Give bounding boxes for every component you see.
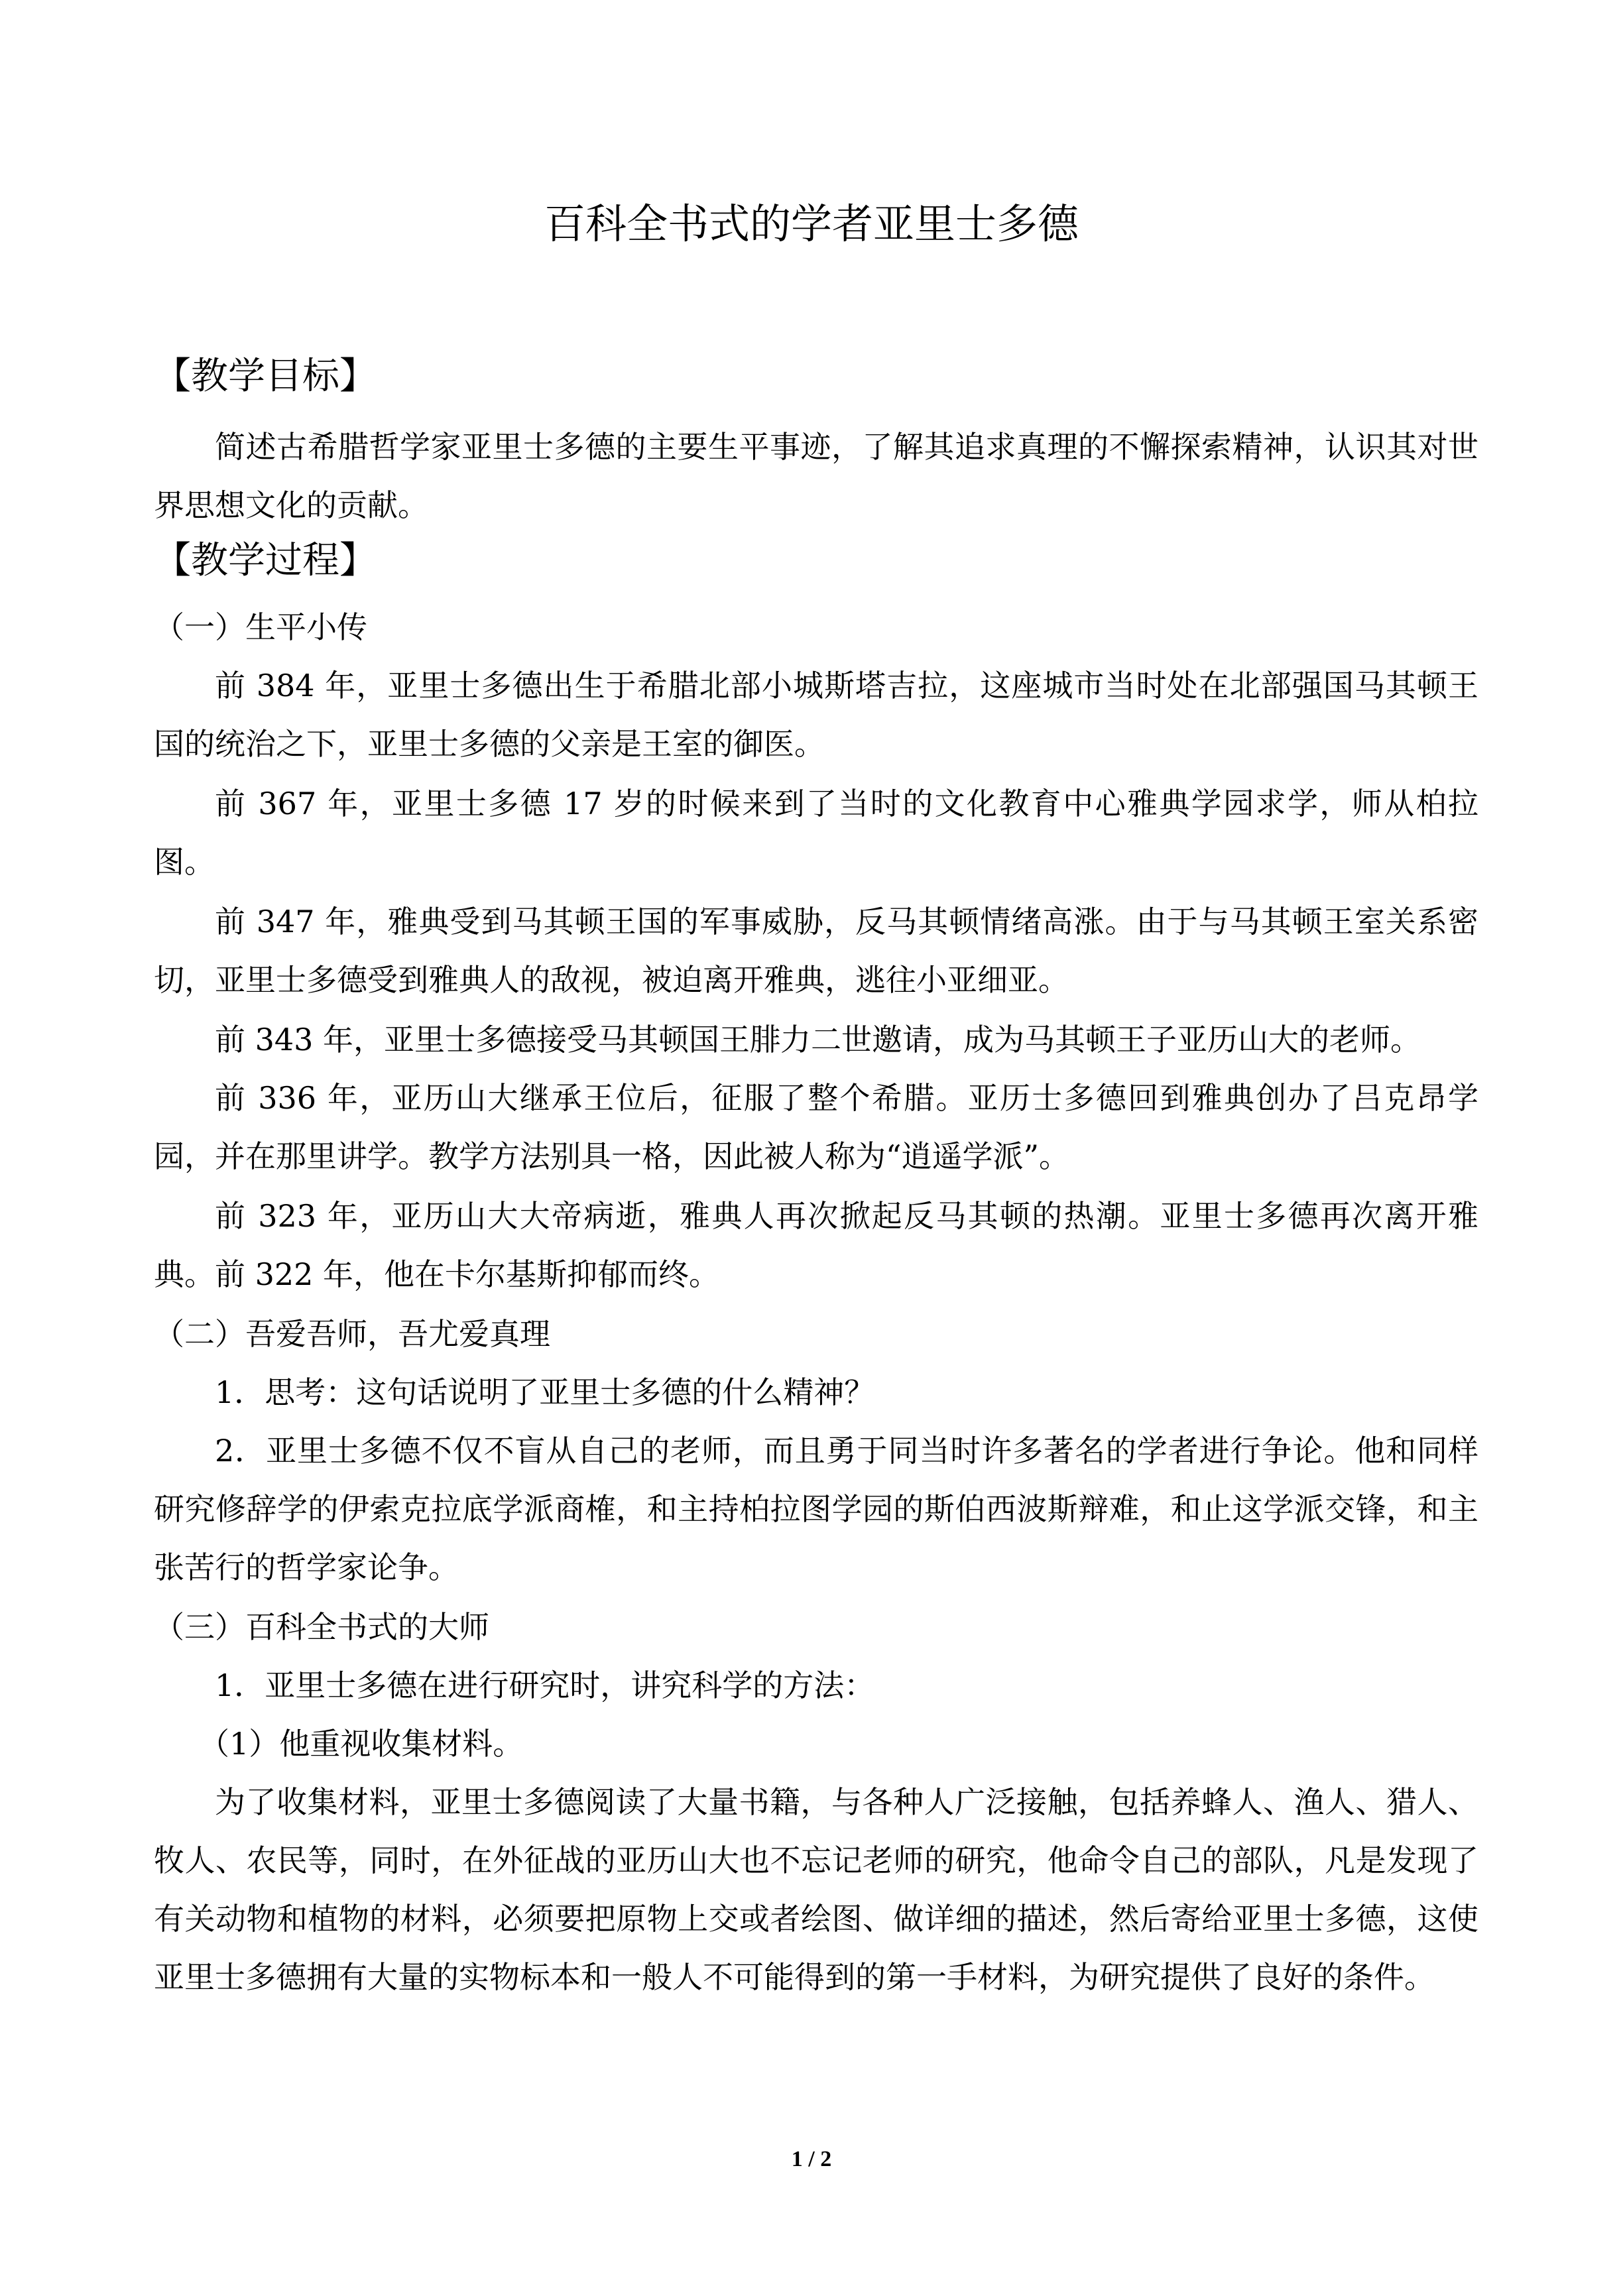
part2-heading: （二）吾爱吾师，吾尤爱真理 [154, 1316, 550, 1352]
part3-heading: （三）百科全书式的大师 [154, 1609, 489, 1645]
part3-paragraph: 为了收集材料，亚里士多德阅读了大量书籍，与各种人广泛接触，包括养蜂人、渔人、猎人、牧人、农民等，同时，在外征战的亚历山大也不忘记老师的研究，他命令自己的部队，凡是发现了有关动物和植物的材料，必须要把原物上交或者绘图、做详细的描述，然后寄给亚里士多德，这使亚里士多德拥有大量的实物标本和一般人不可能得到的第一手材料，为研究提供了良好的条件。 [154, 1784, 1478, 1995]
objectives-paragraph: 简述古希腊哲学家亚里士多德的主要生平事迹，了解其追求真理的不懈探索精神，认识其对世界思想文化的贡献。 [154, 429, 1478, 523]
part2-paragraph-2: 2．亚里士多德不仅不盲从自己的老师，而且勇于同当时许多著名的学者进行争论。他和同样研究修辞学的伊索克拉底学派商榷，和主持柏拉图学园的斯伯西波斯辩难，和止这学派交锋，和主张苦行的哲学家论争。 [154, 1433, 1478, 1585]
objectives-heading: 【教学目标】 [154, 355, 377, 398]
part1-paragraph-6: 前 323 年，亚历山大大帝病逝，雅典人再次掀起反马其顿的热潮。亚里士多德再次离开雅典。前 322 年，他在卡尔基斯抑郁而终。 [154, 1198, 1478, 1292]
part1-paragraph-4: 前 343 年，亚里士多德接受马其顿国王腓力二世邀请，成为马其顿王子亚历山大的老师。 [215, 1022, 1421, 1057]
part1-paragraph-1: 前 384 年，亚里士多德出生于希腊北部小城斯塔吉拉，这座城市当时处在北部强国马其顿王国的统治之下，亚里士多德的父亲是王室的御医。 [154, 668, 1478, 762]
part1-paragraph-5: 前 336 年，亚历山大继承王位后，征服了整个希腊。亚历士多德回到雅典创办了吕克昂学园，并在那里讲学。教学方法别具一格，因此被人称为“逍遥学派”。 [154, 1080, 1478, 1174]
part3-sub-point-1: （1）他重视收集材料。 [199, 1726, 524, 1762]
part1-paragraph-2: 前 367 年，亚里士多德 17 岁的时候来到了当时的文化教育中心雅典学园求学，师从柏拉图。 [154, 786, 1478, 880]
document-title: 百科全书式的学者亚里士多德 [544, 200, 1079, 248]
part1-paragraph-3: 前 347 年，雅典受到马其顿王国的军事威胁，反马其顿情绪高涨。由于与马其顿王室关系密切，亚里士多德受到雅典人的敌视，被迫离开雅典，逃往小亚细亚。 [154, 904, 1478, 998]
page-number: 1 / 2 [791, 2147, 832, 2171]
part3-point-1: 1．亚里士多德在进行研究时，讲究科学的方法： [215, 1667, 875, 1703]
part1-heading: （一）生平小传 [154, 609, 367, 645]
part2-paragraph-1: 1．思考：这句话说明了亚里士多德的什么精神？ [215, 1374, 875, 1410]
process-heading: 【教学过程】 [154, 539, 377, 582]
